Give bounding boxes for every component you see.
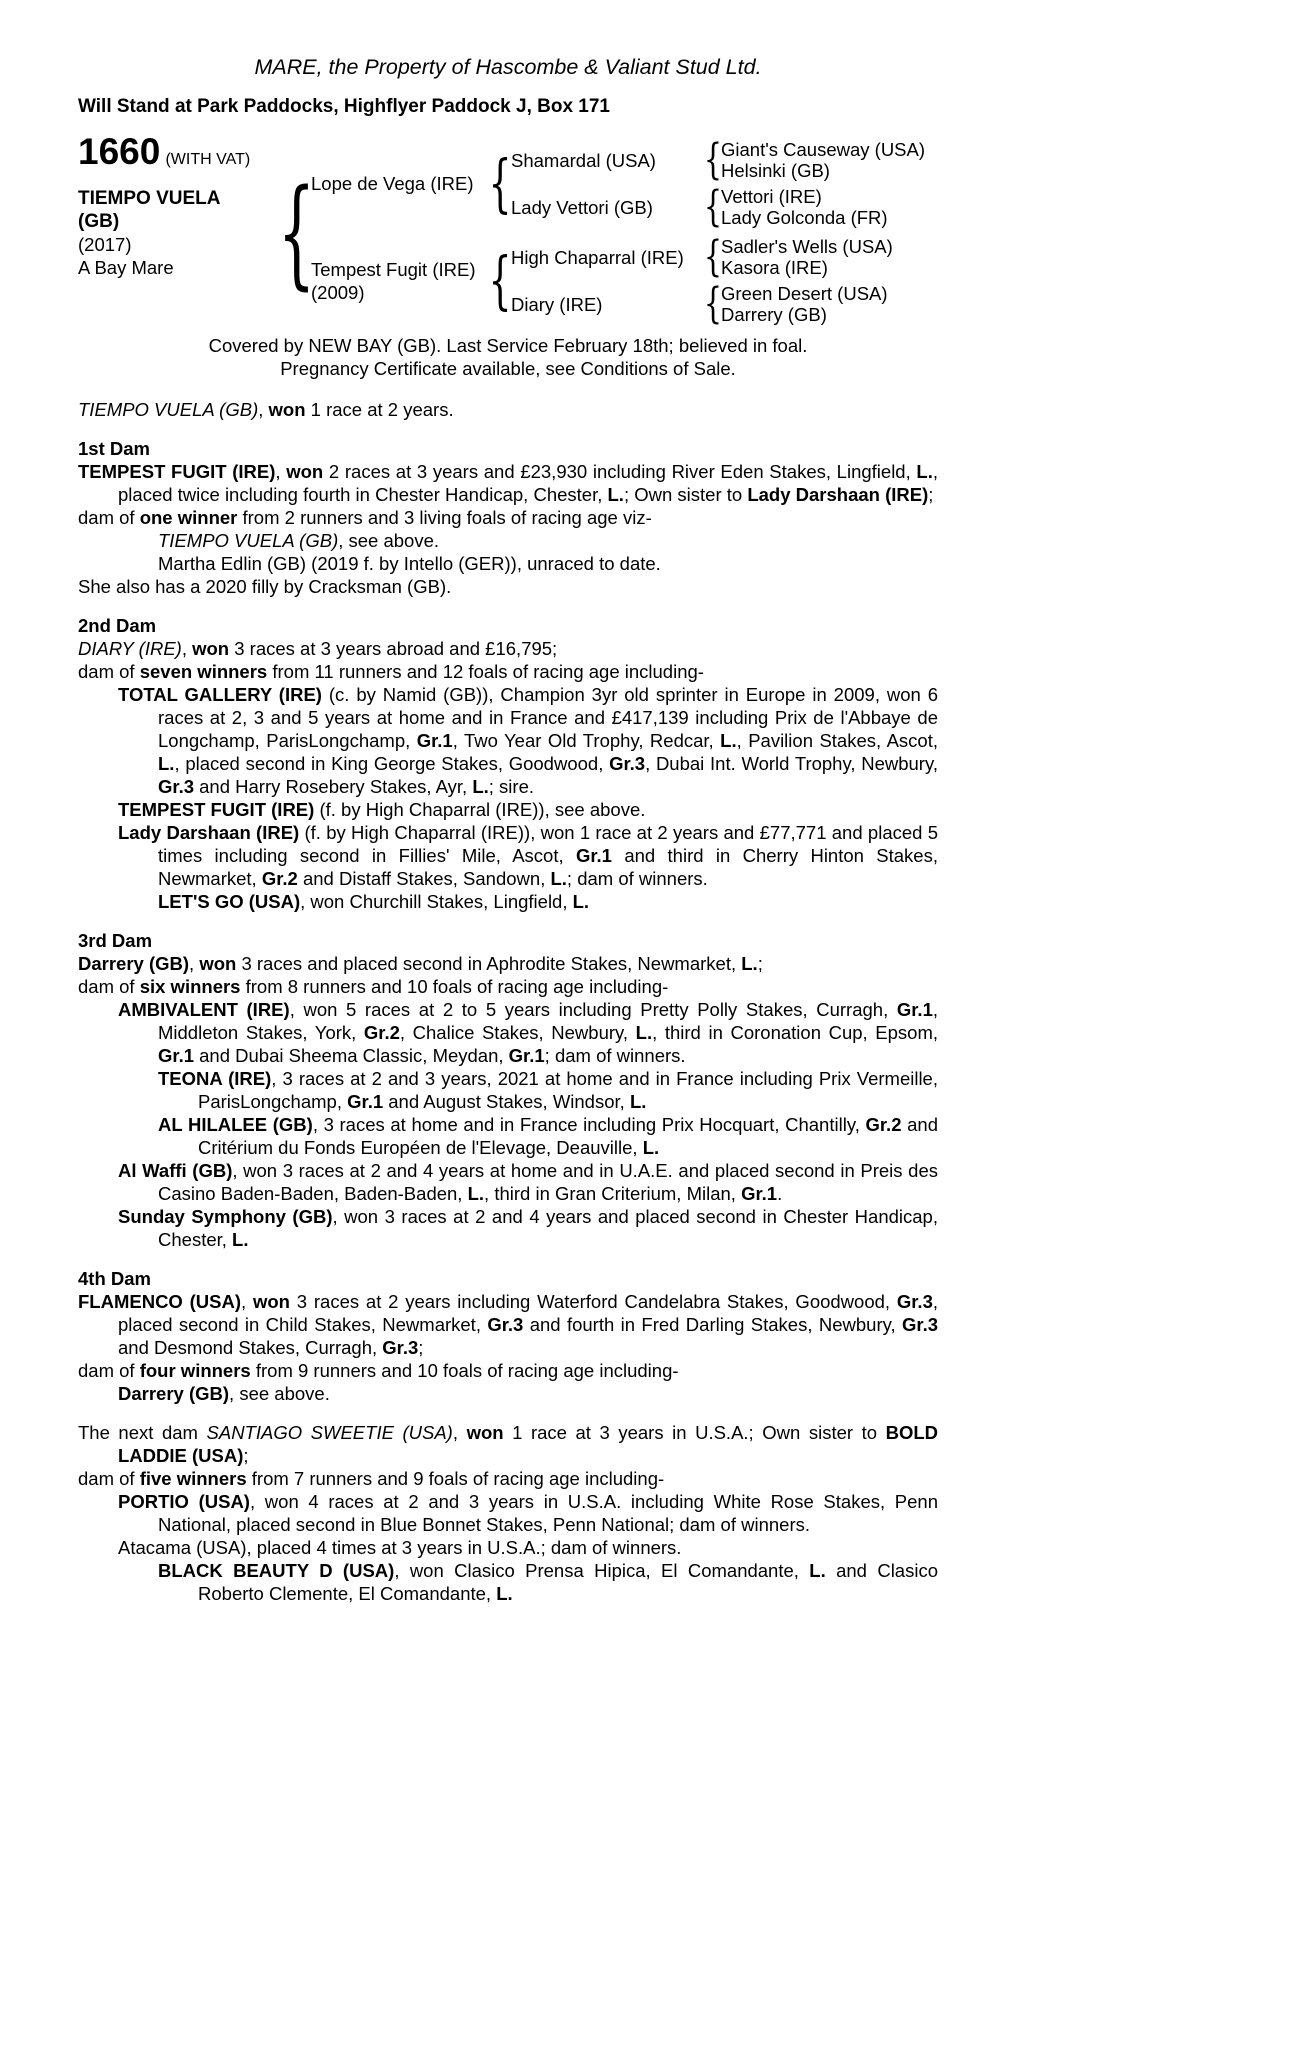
text-segment: and Harry Rosebery Stakes, Ayr,: [194, 776, 473, 797]
pedigree-generations: [311, 138, 938, 326]
text-segment: ; dam of winners.: [544, 1045, 686, 1066]
text-segment: Lady Darshaan (IRE): [747, 484, 929, 505]
dam-branch: [311, 235, 938, 326]
text-segment: dam of: [78, 507, 140, 528]
text-segment: ; sire.: [488, 776, 535, 797]
text-segment: Lady Darshaan (IRE): [118, 822, 300, 843]
text-segment: L.: [472, 776, 489, 797]
text-segment: .: [777, 1183, 783, 1204]
text-segment: , won Clasico Prensa Hipica, El Comandante,: [394, 1560, 810, 1581]
text-segment: ,: [181, 638, 193, 659]
text-segment: and Distaff Stakes, Sandown,: [297, 868, 551, 889]
text-segment: Gr.1: [508, 1045, 545, 1066]
dam-section: [78, 437, 938, 598]
dam-heading: 4th Dam: [78, 1268, 151, 1289]
catalogue-paragraph: [78, 1421, 938, 1467]
text-segment: L.: [158, 753, 175, 774]
text-segment: 3 races and placed second in Aphrodite Stakes, Newmarket,: [236, 953, 742, 974]
text-segment: L.: [635, 1022, 653, 1043]
text-segment: ,: [241, 1291, 253, 1312]
text-segment: DIARY (IRE): [78, 638, 182, 659]
text-segment: Atacama (USA), placed 4 times at 3 years in U.S.A.; dam of winners.: [118, 1537, 682, 1558]
text-segment: TEMPEST FUGIT (IRE): [78, 461, 276, 482]
catalogue-paragraph: [78, 506, 938, 529]
text-segment: and Clasico Roberto Clemente, El Comandante,: [198, 1560, 938, 1604]
dam-heading: 1st Dam: [78, 438, 150, 459]
sire-branch: [311, 138, 938, 229]
text-segment: Gr.3: [487, 1314, 524, 1335]
text-segment: won: [192, 638, 230, 659]
text-segment: and fourth in Fred Darling Stakes, Newbury,: [523, 1314, 902, 1335]
text-segment: L.: [607, 484, 624, 505]
text-segment: Gr.1: [741, 1183, 778, 1204]
text-segment: TOTAL GALLERY (IRE): [118, 684, 322, 705]
pedigree-entry: Darrery (GB): [721, 304, 827, 325]
covering-statement: [78, 334, 938, 380]
brace-icon: [489, 248, 511, 314]
text-segment: ,: [258, 399, 269, 420]
catalogue-paragraph: [78, 890, 938, 913]
text-segment: AMBIVALENT (IRE): [118, 999, 290, 1020]
text-segment: ,: [189, 953, 200, 974]
catalogue-paragraph: [78, 1359, 938, 1382]
text-segment: won: [252, 1291, 290, 1312]
vat-note: (WITH VAT): [165, 151, 251, 168]
catalogue-paragraph: [78, 683, 938, 798]
catalogue-paragraph: [78, 1113, 938, 1159]
race-record: [78, 398, 938, 421]
dam-heading: 2nd Dam: [78, 615, 157, 636]
pedigree-entry: Lady Golconda (FR): [721, 207, 888, 228]
text-segment: won: [268, 399, 306, 420]
text-segment: TIEMPO VUELA (GB): [158, 530, 339, 551]
great-grandparents: [721, 283, 888, 325]
text-segment: Gr.1: [416, 730, 453, 751]
dam-name: Tempest Fugit (IRE): [311, 258, 476, 280]
pedigree-entry: Kasora (IRE): [721, 257, 828, 278]
text-segment: ,: [452, 1422, 467, 1443]
lot-block: [78, 131, 283, 326]
pregnancy-certificate-line: Pregnancy Certificate available, see Conditions of Sale.: [280, 358, 736, 379]
pedigree-entry: Green Desert (USA): [721, 283, 888, 304]
text-segment: Al Waffi (GB): [118, 1160, 233, 1181]
great-grandparents: [721, 236, 893, 278]
text-segment: Gr.3: [382, 1337, 419, 1358]
text-segment: Gr.1: [158, 1045, 194, 1066]
great-grandparents: [721, 186, 888, 228]
text-segment: 3 races at 2 years including Waterford Candelabra Stakes, Goodwood,: [289, 1291, 897, 1312]
catalogue-paragraph: [78, 1490, 938, 1536]
text-segment: , Middleton Stakes, York,: [158, 999, 938, 1043]
text-segment: ,: [275, 461, 287, 482]
catalogue-paragraph: [78, 798, 938, 821]
text-segment: BOLD LADDIE (USA): [118, 1422, 939, 1466]
text-segment: TIEMPO VUELA (GB): [78, 399, 259, 420]
great-grandparents: [721, 139, 925, 181]
text-segment: Gr.3: [158, 776, 194, 797]
sire-name: Lope de Vega (IRE): [311, 173, 474, 194]
text-segment: , Two Year Old Trophy, Redcar,: [452, 730, 721, 751]
text-segment: L.: [720, 730, 737, 751]
text-segment: , Chalice Stakes, Newbury,: [399, 1022, 636, 1043]
text-segment: She also has a 2020 filly by Cracksman (GB).: [78, 576, 452, 597]
text-segment: TEMPEST FUGIT (IRE): [118, 799, 315, 820]
text-segment: , won 3 races at 2 and 4 years at home and in U.A.E. and placed second in Preis des Casino Baden-Baden, Baden-Baden,: [158, 1160, 938, 1204]
dam-section: [78, 1267, 938, 1405]
text-segment: L.: [496, 1583, 513, 1604]
text-segment: , won 3 races at 2 and 4 years and placed second in Chester Handicap, Chester,: [158, 1206, 938, 1250]
dam-section: [78, 614, 938, 913]
lot-number-line: [78, 131, 283, 172]
text-segment: , Pavilion Stakes, Ascot,: [736, 730, 938, 751]
catalogue-paragraph: [78, 821, 938, 890]
catalogue-paragraph: [78, 998, 938, 1067]
dam-section: [78, 1421, 938, 1605]
text-segment: six winners: [139, 976, 241, 997]
text-segment: Gr.1: [347, 1091, 384, 1112]
text-segment: Darrery (GB): [118, 1383, 230, 1404]
text-segment: 1 race at 3 years in U.S.A.; Own sister to: [503, 1422, 886, 1443]
brace-icon: [705, 282, 721, 326]
brace-icon: [489, 151, 511, 217]
text-segment: and Dubai Sheema Classic, Meydan,: [194, 1045, 509, 1066]
catalogue-paragraph: [78, 1467, 938, 1490]
catalogue-paragraph: [78, 1159, 938, 1205]
text-segment: from 2 runners and 3 living foals of racing age viz-: [237, 507, 652, 528]
dam-heading: 3rd Dam: [78, 930, 153, 951]
catalogue-paragraph: [78, 660, 938, 683]
text-segment: , won 5 races at 2 to 5 years including Pretty Polly Stakes, Curragh,: [289, 999, 897, 1020]
text-segment: seven winners: [139, 661, 268, 682]
catalogue-page: [78, 56, 938, 1605]
dam-parents: [511, 235, 938, 326]
dam-name-block: [311, 258, 489, 304]
catalogue-paragraph: [78, 1559, 938, 1605]
text-segment: and Critérium du Fonds Européen de l'Elevage, Deauville,: [198, 1114, 938, 1158]
text-segment: L.: [916, 461, 933, 482]
text-segment: Darrery (GB): [78, 953, 190, 974]
text-segment: (c. by Namid (GB)), Champion 3yr old sprinter in Europe in 2009, won 6 races at 2, 3 and 5 years at home and in France and £417,139 including Prix de l'Abbaye de Longchamp, ParisLongchamp,: [158, 684, 939, 751]
catalogue-paragraph: [78, 1290, 938, 1359]
text-segment: (f. by High Chaparral (IRE)), see above.: [314, 799, 646, 820]
text-segment: L.: [809, 1560, 826, 1581]
text-segment: from 11 runners and 12 foals of racing age including-: [267, 661, 704, 682]
text-segment: ; Own sister to: [623, 484, 748, 505]
dam-grandsire-branch: [511, 235, 938, 279]
text-segment: , 3 races at 2 and 3 years, 2021 at home and in France including Prix Vermeille, ParisLongchamp,: [198, 1068, 938, 1112]
text-segment: BLACK BEAUTY D (USA): [158, 1560, 395, 1581]
text-segment: from 7 runners and 9 foals of racing age including-: [246, 1468, 665, 1489]
text-segment: , third in Coronation Cup, Epsom,: [652, 1022, 938, 1043]
text-segment: 1 race at 2 years.: [305, 399, 454, 420]
text-segment: four winners: [139, 1360, 251, 1381]
catalogue-paragraph: [78, 552, 938, 575]
text-segment: SANTIAGO SWEETIE (USA): [206, 1422, 453, 1443]
horse-name-line1: TIEMPO VUELA: [78, 188, 221, 209]
brace-icon: [705, 138, 721, 182]
pedigree-entry: Sadler's Wells (USA): [721, 236, 893, 257]
text-segment: won: [199, 953, 237, 974]
sire-granddam-branch: [511, 185, 938, 229]
text-segment: L.: [232, 1229, 249, 1250]
text-segment: PORTIO (USA): [118, 1491, 250, 1512]
text-segment: ;: [757, 953, 763, 974]
text-segment: LET'S GO (USA): [158, 891, 301, 912]
text-segment: , see above.: [338, 530, 440, 551]
text-segment: ;: [928, 484, 934, 505]
catalogue-paragraph: [78, 1205, 938, 1251]
text-segment: won: [466, 1422, 504, 1443]
sections: [78, 437, 938, 1605]
text-segment: TEONA (IRE): [158, 1068, 272, 1089]
lot-number: 1660: [78, 131, 161, 172]
foaling-year: (2017): [78, 234, 132, 255]
covering-line: Covered by NEW BAY (GB). Last Service February 18th; believed in foal.: [208, 335, 808, 356]
horse-name-line2: (GB): [78, 211, 120, 232]
text-segment: ;: [243, 1445, 249, 1466]
text-segment: Gr.3: [609, 753, 646, 774]
text-segment: from 9 runners and 10 foals of racing age including-: [250, 1360, 679, 1381]
text-segment: Gr.1: [575, 845, 612, 866]
text-segment: 2 races at 3 years and £23,930 including River Eden Stakes, Lingfield,: [323, 461, 917, 482]
catalogue-paragraph: [78, 952, 938, 975]
text-segment: AL HILALEE (GB): [158, 1114, 313, 1135]
text-segment: L.: [741, 953, 758, 974]
dam-granddam-branch: [511, 282, 938, 326]
text-segment: Gr.2: [865, 1114, 902, 1135]
sire-grandsire-branch: [511, 138, 938, 182]
brace-icon: [705, 185, 721, 229]
text-segment: , won Churchill Stakes, Lingfield,: [300, 891, 573, 912]
sire-dam-name: Lady Vettori (GB): [511, 196, 653, 218]
pedigree-entry: Helsinki (GB): [721, 160, 830, 181]
text-segment: dam of: [78, 1360, 140, 1381]
colour-description: A Bay Mare: [78, 257, 174, 278]
text-segment: ; dam of winners.: [566, 868, 708, 889]
page-title: MARE, the Property of Hascombe & Valiant Stud Ltd.: [254, 55, 762, 79]
text-segment: , placed twice including fourth in Chester Handicap, Chester,: [118, 461, 938, 505]
text-segment: , placed second in King George Stakes, Goodwood,: [174, 753, 610, 774]
text-segment: (f. by High Chaparral (IRE)), won 1 race at 2 years and £77,771 and placed 5 times including second in Fillies' Mile, Ascot,: [158, 822, 938, 866]
catalogue-paragraph: [78, 637, 938, 660]
text-segment: won: [286, 461, 324, 482]
text-segment: L.: [642, 1137, 660, 1158]
text-segment: from 8 runners and 10 foals of racing age including-: [240, 976, 669, 997]
text-segment: and third in Cherry Hinton Stakes, Newmarket,: [158, 845, 938, 889]
text-segment: , placed second in Child Stakes, Newmarket,: [118, 1291, 938, 1335]
text-segment: L.: [550, 868, 567, 889]
sire-parents: [511, 138, 938, 229]
text-segment: L.: [629, 1091, 647, 1112]
pedigree-table: [78, 131, 938, 326]
text-segment: 3 races at 3 years abroad and £16,795;: [229, 638, 558, 659]
text-segment: The next dam: [78, 1422, 207, 1443]
catalogue-paragraph: [78, 1536, 938, 1559]
text-segment: and August Stakes, Windsor,: [383, 1091, 630, 1112]
brace-icon: [705, 235, 721, 279]
text-segment: L.: [467, 1183, 485, 1204]
stand-location-line: Will Stand at Park Paddocks, Highflyer Paddock J, Box 171: [78, 96, 610, 117]
text-segment: Sunday Symphony (GB): [118, 1206, 333, 1227]
text-segment: , won 4 races at 2 and 3 years in U.S.A. including White Rose Stakes, Penn National, placed second in Blue Bonnet Stakes, Penn National; dam of winners.: [158, 1491, 938, 1535]
brace-icon: [283, 138, 311, 326]
catalogue-paragraph: [78, 529, 938, 552]
catalogue-paragraph: [78, 975, 938, 998]
text-segment: Gr.2: [261, 868, 298, 889]
text-segment: ;: [418, 1337, 424, 1358]
text-segment: , Dubai Int. World Trophy, Newbury,: [645, 753, 938, 774]
text-segment: dam of: [78, 1468, 140, 1489]
text-segment: one winner: [139, 507, 238, 528]
text-segment: , 3 races at home and in France including Prix Hocquart, Chantilly,: [312, 1114, 866, 1135]
catalogue-paragraph: [78, 1382, 938, 1405]
dam-dam-name: Diary (IRE): [511, 293, 603, 315]
pedigree-entry: Giant's Causeway (USA): [721, 139, 926, 160]
catalogue-paragraph: [78, 575, 938, 598]
dam-year: (2009): [311, 281, 365, 303]
catalogue-paragraph: [78, 460, 938, 506]
text-segment: FLAMENCO (USA): [78, 1291, 242, 1312]
sire-sire-name: Shamardal (USA): [511, 149, 656, 171]
text-segment: L.: [572, 891, 590, 912]
dam-section: [78, 929, 938, 1251]
text-segment: , third in Gran Criterium, Milan,: [484, 1183, 742, 1204]
text-segment: Gr.1: [896, 999, 933, 1020]
text-segment: Gr.3: [902, 1314, 938, 1335]
dam-sire-name: High Chaparral (IRE): [511, 246, 684, 268]
text-segment: and Desmond Stakes, Curragh,: [118, 1337, 383, 1358]
text-segment: , see above.: [229, 1383, 330, 1404]
catalogue-paragraph: [78, 1067, 938, 1113]
text-segment: Gr.2: [363, 1022, 400, 1043]
text-segment: Martha Edlin (GB) (2019 f. by Intello (GER)), unraced to date.: [158, 553, 661, 574]
text-segment: Gr.3: [896, 1291, 933, 1312]
text-segment: dam of: [78, 661, 140, 682]
pedigree-entry: Vettori (IRE): [721, 186, 822, 207]
text-segment: dam of: [78, 976, 140, 997]
text-segment: five winners: [139, 1468, 247, 1489]
